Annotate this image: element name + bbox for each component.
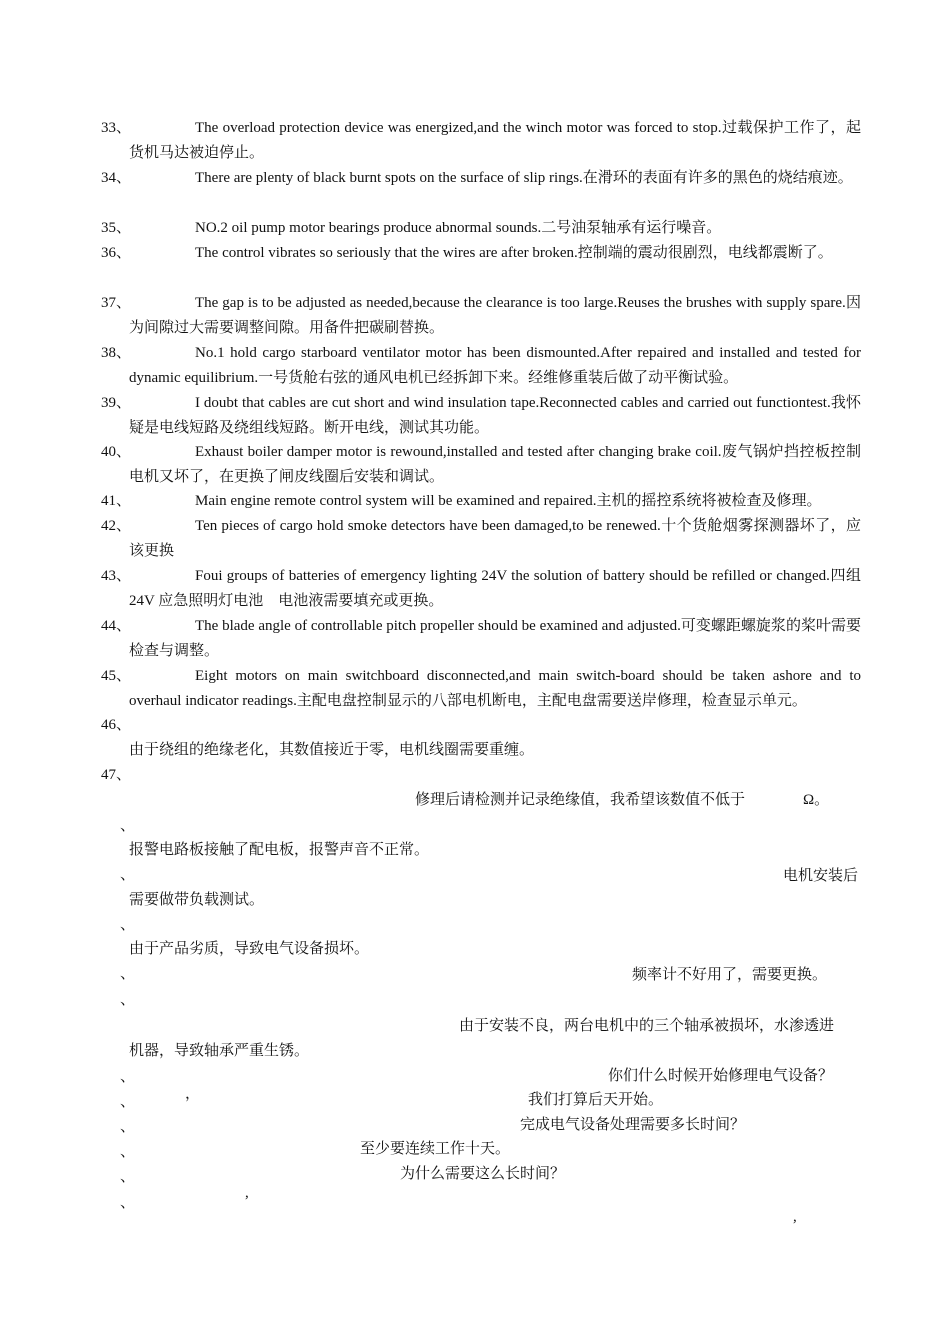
entry-text: Ten pieces of cargo hold smoke detectors have been damaged,to be renewed.十个货舱烟雾探测器坏了，应该更换 (129, 518, 861, 559)
entry-number-46: 46、 (101, 717, 132, 733)
entry-number: 40、 (101, 444, 132, 460)
entry-text-quality: 由于产品劣质，导致电气设备损坏。 (129, 941, 370, 957)
dialog-question-3: 为什么需要这么长时间？ (400, 1166, 566, 1182)
entry-text-47: 修理后请检测并记录绝缘值，我希望该数值不低于 (415, 792, 746, 808)
entry-text-47-unit: Ω。 (803, 792, 830, 808)
entry-text-freq: 频率计不好用了，需要更换。 (632, 967, 828, 983)
entry-number: 36、 (101, 245, 132, 261)
entry-text: The gap is to be adjusted as needed,because the clearance is too large.Reuses the brushes with supply spare.因为间隙过大需要调整间隙。用备件把碳刷替换。 (129, 295, 861, 336)
entry-38 (101, 341, 861, 390)
entry-number: 38、 (101, 345, 132, 361)
entry-text: There are plenty of black burnt spots on the surface of slip rings.在滑环的表面有许多的黑色的烧结痕迹。 (195, 170, 853, 186)
entry-number: 34、 (101, 170, 132, 186)
entry-number: 37、 (101, 295, 132, 311)
entry-text-bearing-b: 机器，导致轴承严重生锈。 (129, 1043, 310, 1059)
entry-35 (101, 216, 861, 241)
entry-34 (101, 166, 861, 191)
entry-text-alarm: 报警电路板接触了配电板，报警声音不正常。 (129, 842, 430, 858)
entry-text: NO.2 oil pump motor bearings produce abnormal sounds.二号油泵轴承有运行噪音。 (195, 220, 722, 236)
entry-mark: 、 (120, 992, 136, 1008)
entry-40 (101, 440, 861, 489)
entry-number: 45、 (101, 668, 132, 684)
entry-text: The blade angle of controllable pitch propeller should be examined and adjusted.可变螺距螺旋浆的桨叶需要检查与调整。 (129, 618, 861, 659)
dialog-answer-2: 至少要连续工作十天。 (360, 1141, 511, 1157)
entry-text-motor-b: 需要做带负载测试。 (129, 892, 265, 908)
entry-number: 44、 (101, 618, 132, 634)
entry-mark: 、 (120, 1069, 136, 1085)
stray-comma: ， (185, 1086, 201, 1102)
entry-number: 43、 (101, 568, 132, 584)
entry-44 (101, 614, 861, 663)
entry-45 (101, 664, 861, 713)
entry-33 (101, 116, 861, 165)
entry-mark: 、 (120, 917, 136, 933)
entry-mark: 、 (120, 867, 136, 883)
entry-mark: 、 (120, 818, 136, 834)
entry-37 (101, 291, 861, 340)
stray-comma: , (245, 1185, 249, 1201)
entry-text: Foui groups of batteries of emergency lighting 24V the solution of battery should be refilled or changed.四组 24V 应急照明灯电池 电池液需要填充或更换。 (129, 568, 861, 609)
entry-number: 41、 (101, 493, 132, 509)
entry-text-46: 由于绕组的绝缘老化，其数值接近于零，电机线圈需要重缠。 (129, 742, 535, 758)
dialog-question-1: 你们什么时候开始修理电气设备？ (608, 1068, 834, 1084)
entry-text: Main engine remote control system will be examined and repaired.主机的摇控系统将被检查及修理。 (195, 493, 822, 509)
dialog-question-2: 完成电气设备处理需要多长时间？ (520, 1117, 746, 1133)
entry-number-47: 47、 (101, 767, 132, 783)
entry-text: Exhaust boiler damper motor is rewound,installed and tested after changing brake coil.废气锅炉挡控板控制电机又坏了，在更换了闸皮线圈后安装和调试。 (129, 444, 861, 485)
entry-text: I doubt that cables are cut short and wind insulation tape.Reconnected cables and carried out functiontest.我怀疑是电线短路及绕组线短路。断开电线，测试其功能。 (129, 395, 861, 436)
entry-36 (101, 241, 861, 266)
entry-number: 33、 (101, 120, 132, 136)
entry-39 (101, 391, 861, 440)
entry-mark: 、 (120, 1119, 136, 1135)
entry-mark: 、 (120, 1169, 136, 1185)
entry-43 (101, 564, 861, 613)
entry-text: No.1 hold cargo starboard ventilator motor has been dismounted.After repaired and installed and tested for dynamic equilibrium.一号货舱右弦的通风电机已经拆卸下来。经维修重装后做了动平衡试验。 (129, 345, 861, 386)
entry-text-bearing-a: 由于安装不良，两台电机中的三个轴承被损坏，水渗透进 (459, 1018, 835, 1034)
entry-text: Eight motors on main switchboard disconnected,and main switch-board should be taken ashore and to overhaul indicator readings.主配电盘控制显示的八部电机断电，主配电盘需要送岸修理，检查显示单元。 (129, 668, 861, 709)
entry-mark: 、 (120, 1195, 136, 1211)
entry-text: The overload protection device was energized,and the winch motor was forced to stop.过载保护工作了，起货机马达被迫停止。 (129, 120, 861, 161)
entry-text: The control vibrates so seriously that the wires are after broken.控制端的震动很剧烈，电线都震断了。 (195, 245, 833, 261)
entry-number: 39、 (101, 395, 132, 411)
entry-number: 35、 (101, 220, 132, 236)
entry-42 (101, 514, 861, 563)
entry-number: 42、 (101, 518, 132, 534)
entry-mark: 、 (120, 1094, 136, 1110)
entry-mark: 、 (120, 966, 136, 982)
entry-text-motor-a: 电机安装后 (783, 868, 859, 884)
stray-comma: , (793, 1209, 797, 1225)
dialog-answer-1: 我们打算后天开始。 (528, 1092, 664, 1108)
entry-mark: 、 (120, 1144, 136, 1160)
entry-41 (101, 489, 861, 514)
